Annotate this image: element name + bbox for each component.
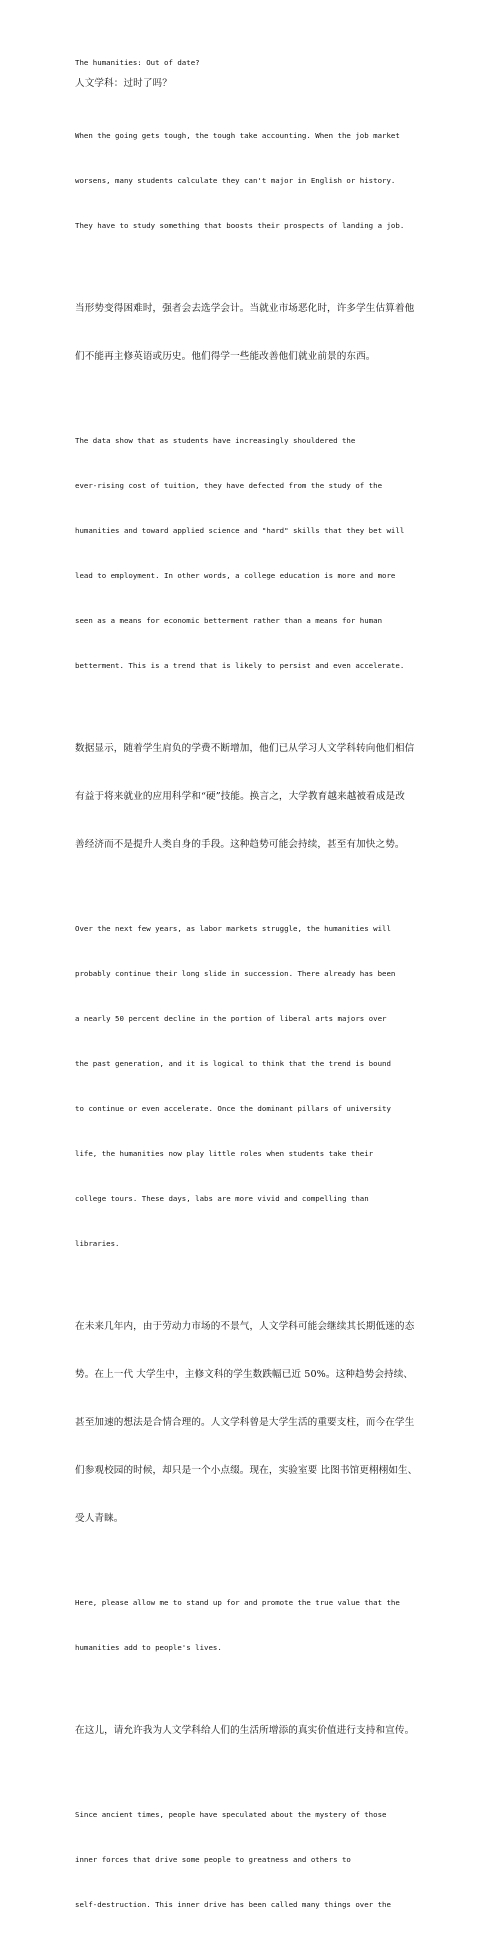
text-line: 们不能再主修英语或历史。他们得学一些能改善他们就业前景的东西。 — [75, 351, 376, 362]
text-line: 受人青睐。 — [75, 1513, 124, 1524]
text-line: worsens, many students calculate they can't major in English or history. — [75, 176, 396, 185]
text-line: The humanities: Out of date? — [75, 58, 200, 67]
text-line: libraries. — [75, 1239, 120, 1248]
text-line: Since ancient times, people have speculated about the mystery of those — [75, 1810, 387, 1819]
text-line: life, the humanities now play little roles when students take their — [75, 1149, 374, 1158]
text-line: lead to employment. In other words, a college education is more and more — [75, 571, 396, 580]
text-line: to continue or even accelerate. Once the dominant pillars of university — [75, 1104, 391, 1113]
paragraph-4-english — [75, 1565, 421, 1685]
text-line: a nearly 50 percent decline in the portion of liberal arts majors over — [75, 1014, 387, 1023]
document-body — [75, 55, 421, 1948]
text-line: 在这儿，请允许我为人文学科给人们的生活所增添的真实价值进行支持和宣传。 — [75, 1725, 415, 1736]
text-line: 数据显示，随着学生肩负的学费不断增加，他们已从学习人文学科转向他们相信 — [75, 743, 415, 754]
text-line: 有益于将来就业的应用科学和“硬”技能。换言之，大学教育越来越被看成是改 — [75, 791, 405, 802]
text-line: 在未来几年内，由于劳动力市场的不景气，人文学科可能会继续其长期低迷的态 — [75, 1321, 415, 1332]
text-line: The data show that as students have increasingly shouldered the — [75, 436, 356, 445]
text-line: the past generation, and it is logical to think that the trend is bound — [75, 1059, 391, 1068]
paragraph-4-chinese — [75, 1691, 421, 1771]
text-line: inner forces that drive some people to greatness and others to — [75, 1855, 351, 1864]
paragraph-3-chinese — [75, 1287, 421, 1559]
text-line: 们参观校园的时候，却只是一个小点缀。现在，实验室要 比图书馆更栩栩如生、 — [75, 1465, 418, 1476]
text-line: 人文学科：过时了吗？ — [75, 78, 172, 89]
paragraph-5-english — [75, 1777, 421, 1942]
text-line: ever-rising cost of tuition, they have defected from the study of the — [75, 481, 383, 490]
title-english — [75, 55, 421, 70]
text-line: 甚至加速的想法是合情合理的。人文学科曾是大学生活的重要支柱，而今在学生 — [75, 1417, 415, 1428]
text-line: self-destruction. This inner drive has been called many things over the — [75, 1900, 391, 1909]
text-line: They have to study something that boosts their prospects of landing a job. — [75, 221, 405, 230]
text-line: college tours. These days, labs are more vivid and compelling than — [75, 1194, 369, 1203]
text-line: probably continue their long slide in succession. There already has been — [75, 969, 396, 978]
paragraph-1-chinese — [75, 269, 421, 397]
text-line: humanities add to people's lives. — [75, 1643, 222, 1652]
paragraph-3-english — [75, 891, 421, 1281]
text-line: seen as a means for economic betterment rather than a means for human — [75, 616, 383, 625]
text-line: Here, please allow me to stand up for and promote the true value that the — [75, 1598, 400, 1607]
text-line: 势。在上一代 大学生中，主修文科的学生数跌幅已近 50%。这种趋势会持续、 — [75, 1369, 414, 1380]
text-line: humanities and toward applied science and "hard" skills that they bet will — [75, 526, 405, 535]
text-line: 当形势变得困难时，强者会去选学会计。当就业市场恶化时，许多学生估算着他 — [75, 303, 415, 314]
paragraph-2-chinese — [75, 709, 421, 885]
paragraph-1-english — [75, 98, 421, 263]
text-line: betterment. This is a trend that is likely to persist and even accelerate. — [75, 661, 405, 670]
text-line: Over the next few years, as labor markets struggle, the humanities will — [75, 924, 391, 933]
paragraph-2-english — [75, 403, 421, 703]
title-chinese — [75, 76, 421, 92]
text-line: 善经济而不是提升人类自身的手段。这种趋势可能会持续，甚至有加快之势。 — [75, 839, 405, 850]
text-line: When the going gets tough, the tough take accounting. When the job market — [75, 131, 400, 140]
